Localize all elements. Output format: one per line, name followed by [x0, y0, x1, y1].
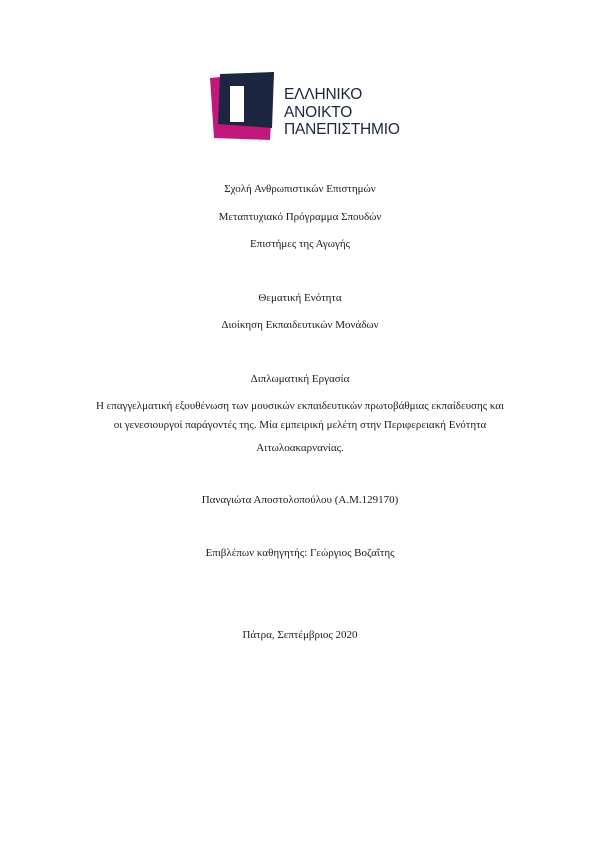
author-name: Παναγιώτα Αποστολοπούλου (Α.Μ.129170) [201, 494, 399, 506]
place-date: Πάτρα, Σεπτέμβριος 2020 [242, 629, 358, 641]
thesis-title-line-1: Η επαγγελματική εξουθένωση των μουσικών εκπαιδευτικών πρωτοβάθμιας εκπαίδευσης και [95, 400, 504, 412]
field-name: Επιστήμες της Αγωγής [250, 238, 350, 250]
module-label: Θεματική Ενότητα [258, 292, 342, 304]
thesis-title-line-2: οι γενεσιουργοί παράγοντές της. Μία εμπειρική μελέτη στην Περιφερειακή Ενότητα [113, 419, 487, 431]
logo-mark-icon [208, 70, 276, 142]
logo-line-3: ΠΑΝΕΠΙΣΤΗΜΙΟ [284, 121, 400, 138]
supervisor: Επιβλέπων καθηγητής: Γεώργιος Βοζαΐτης [205, 547, 395, 559]
program-name: Μεταπτυχιακό Πρόγραμμα Σπουδών [218, 211, 382, 223]
thesis-title-line-3: Αιτωλοακαρνανίας. [256, 442, 344, 454]
school-name: Σχολή Ανθρωπιστικών Επιστημών [224, 183, 376, 195]
module-name: Διοίκηση Εκπαιδευτικών Μονάδων [221, 319, 379, 331]
thesis-label: Διπλωματική Εργασία [250, 373, 350, 385]
logo-text [284, 86, 400, 139]
logo-line-1: ΕΛΛΗΝΙΚΟ [284, 86, 363, 103]
logo-line-2: ΑΝΟΙΚΤΟ [284, 103, 353, 121]
university-logo [208, 70, 398, 145]
